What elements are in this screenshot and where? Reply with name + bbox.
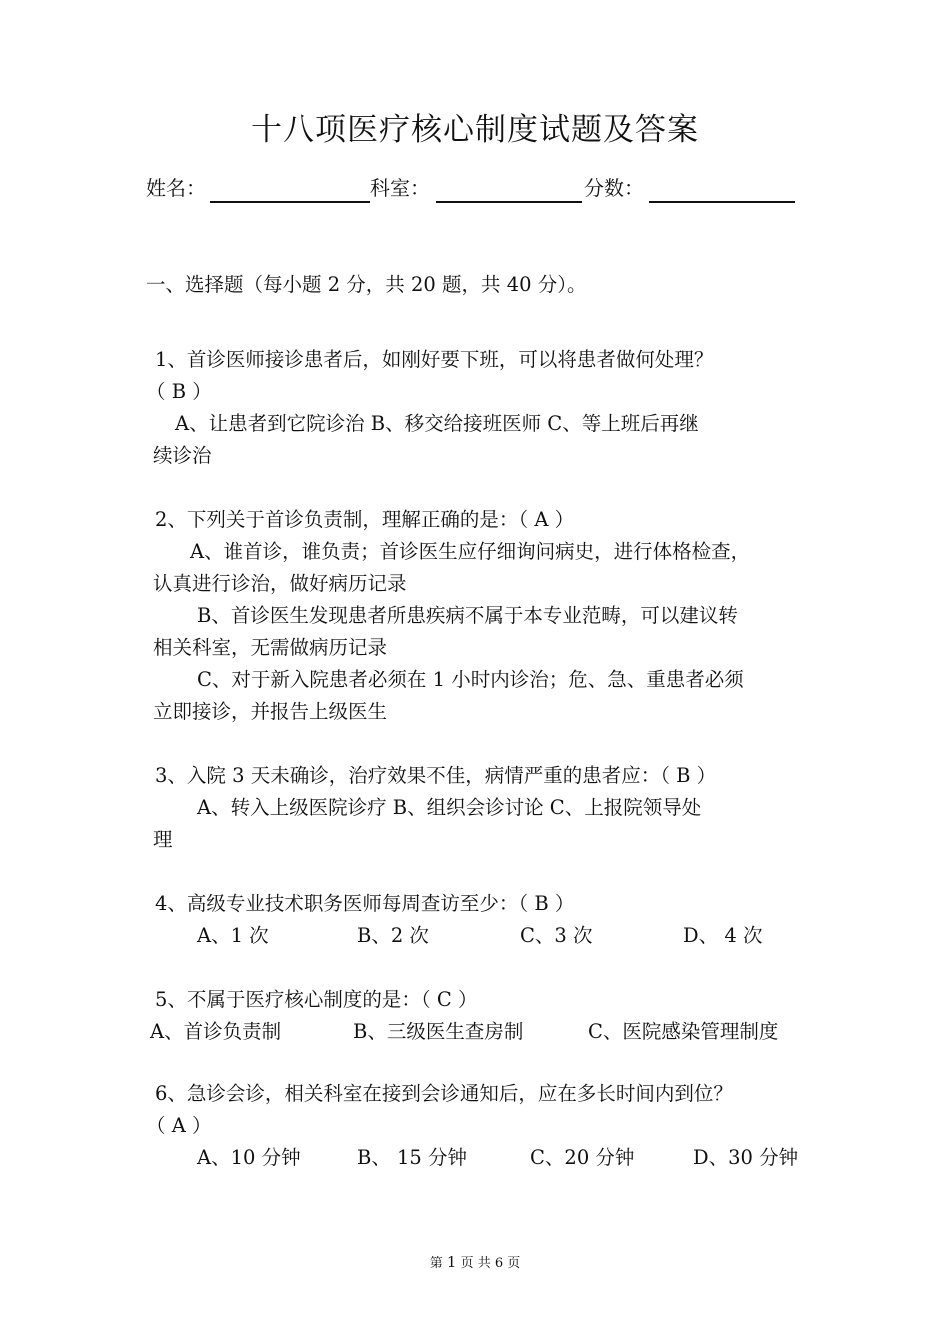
q6-answer: （ A ） (146, 1114, 212, 1137)
q5-stem: 5、不属于医疗核心制度的是：（ C ） (155, 988, 478, 1011)
dept-label: 科室： (370, 176, 430, 200)
q4-stem: 4、高级专业技术职务医师每周查访至少：（ B ） (155, 892, 575, 915)
name-blank-line[interactable] (210, 201, 370, 203)
q2-option-c-cont: 立即接诊，并报告上级医生 (153, 700, 388, 723)
q6-option-d: D、30 分钟 (693, 1146, 799, 1169)
footer-suffix: 页 (507, 1256, 521, 1271)
q4-option-b: B、2 次 (357, 924, 429, 947)
q6-option-a: A、10 分钟 (197, 1146, 301, 1169)
q2-stem: 2、下列关于首诊负责制，理解正确的是：（ A ） (155, 508, 575, 531)
q1-stem: 1、首诊医师接诊患者后，如刚好要下班，可以将患者做何处理？ (155, 348, 714, 371)
q2-option-b-cont: 相关科室，无需做病历记录 (153, 636, 388, 659)
footer-total-pages: 6 (494, 1256, 504, 1271)
q4-option-a: A、1 次 (197, 924, 269, 947)
dept-blank-line[interactable] (436, 201, 582, 203)
score-blank-line[interactable] (649, 201, 795, 203)
q2-option-a: A、谁首诊，谁负责；首诊医生应仔细询问病史，进行体格检查， (190, 540, 751, 563)
footer-middle: 页 共 (460, 1256, 491, 1271)
q1-options-cont: 续诊治 (153, 444, 212, 467)
q5-option-a: A、首诊负责制 (150, 1020, 282, 1043)
q4-option-d: D、 4 次 (683, 924, 763, 947)
footer-page-number: 1 (446, 1253, 457, 1271)
q5-option-c: C、医院感染管理制度 (588, 1020, 779, 1043)
q3-stem: 3、入院 3 天未确诊，治疗效果不佳，病情严重的患者应：（ B ） (155, 764, 717, 787)
section-heading: 一、选择题（每小题 2 分，共 20 题，共 40 分）。 (146, 273, 587, 296)
page-footer (0, 1252, 950, 1271)
q4-option-c: C、3 次 (520, 924, 593, 947)
score-label: 分数： (584, 176, 644, 200)
q6-option-b: B、 15 分钟 (357, 1146, 468, 1169)
page-title: 十八项医疗核心制度试题及答案 (251, 112, 699, 148)
q5-option-b: B、三级医生查房制 (353, 1020, 524, 1043)
q3-options-cont: 理 (153, 828, 173, 851)
q1-answer: （ B ） (146, 380, 212, 403)
q3-options: A、转入上级医院诊疗 B、组织会诊讨论 C、上报院领导处 (197, 796, 702, 819)
q2-option-a-cont: 认真进行诊治，做好病历记录 (153, 572, 407, 595)
footer-prefix: 第 (429, 1256, 443, 1271)
q1-options: A、让患者到它院诊治 B、移交给接班医师 C、等上班后再继 (175, 412, 699, 435)
name-label: 姓名： (146, 176, 206, 200)
q6-option-c: C、20 分钟 (530, 1146, 635, 1169)
q2-option-b: B、首诊医生发现患者所患疾病不属于本专业范畴，可以建议转 (197, 604, 738, 627)
q6-stem: 6、急诊会诊，相关科室在接到会诊通知后，应在多长时间内到位？ (155, 1082, 733, 1105)
q2-option-c: C、对于新入院患者必须在 1 小时内诊治；危、急、重患者必须 (197, 668, 744, 691)
